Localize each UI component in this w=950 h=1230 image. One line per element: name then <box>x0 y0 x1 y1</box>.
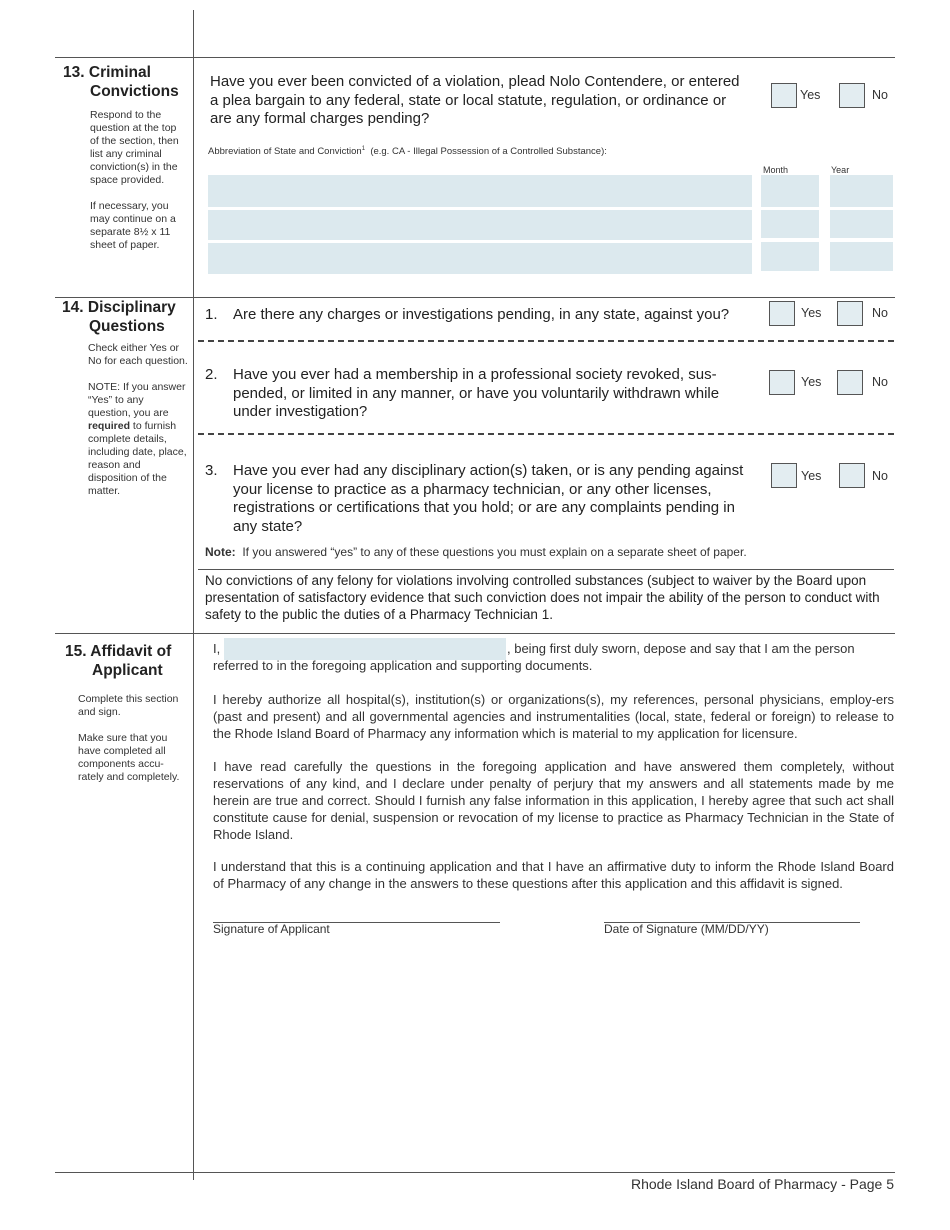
conviction-box-top-rule <box>198 569 894 570</box>
conviction-year-3[interactable] <box>830 242 893 271</box>
q2-number: 2. <box>205 366 218 383</box>
q1-yes-label: Yes <box>801 306 822 320</box>
conviction-field-1[interactable] <box>208 175 752 207</box>
q2-yes-checkbox[interactable] <box>769 370 795 395</box>
perjury-paragraph: I have read carefully the questions in the foregoing application and have answered them completely, without reservations of any kind, and I declare under penalty of perjury that my answers and all statements made by me herein are true and correct. Should I furnish any false information in this application, I hereby agree that such act shall constitute cause for denial, suspension or revocation of my license to practice as Pharmacy Technician in the State of Rhode Island. <box>213 759 894 842</box>
s13-yes-label: Yes <box>800 88 821 102</box>
q2-text: Have you ever had a membership in a professional society revoked, sus-pended, or limited in any manner, or have you voluntarily withdrawn while under investigation? <box>233 366 720 420</box>
conviction-question: Have you ever been convicted of a violation, plead Nolo Contendere, or entered a plea bargain to any federal, state or local statute, regulation, or ordinance or are any formal charges pending? <box>210 73 740 127</box>
conviction-year-2[interactable] <box>830 210 893 238</box>
section-15-instructions <box>78 693 188 797</box>
instruction-continue: If necessary, you may continue on a separate 8½ x 11 sheet of paper. <box>90 200 176 251</box>
q1-no-label: No <box>872 306 888 320</box>
q3-number: 3. <box>205 462 218 479</box>
section-15-title: 15. Affidavit of Applicant <box>65 643 172 679</box>
section-14-instructions <box>88 342 188 511</box>
continuing-duty-paragraph: I understand that this is a continuing application and that I have an affirmative duty to inform the Rhode Island Board of Pharmacy of any change in the answers to these questions after this application and this affidavit is signed. <box>213 859 894 891</box>
section-13-top-rule <box>55 57 895 58</box>
authorization-paragraph: I hereby authorize all hospital(s), institution(s) or organizations(s), my references, personal physicians, employ-ers (past and present) and all governmental agencies and instrumentalities (local, state, federal or foreign) to release to the Rhode Island Board of Pharmacy any information which is material to my application for licensure. <box>213 692 894 741</box>
q2-yes-label: Yes <box>801 375 822 389</box>
month-label: Month <box>763 165 789 175</box>
q1-number: 1. <box>205 306 218 323</box>
section-14-top-rule <box>55 297 895 298</box>
instruction-respond: Respond to the question at the top of the section, then list any criminal conviction(s) in the space provided. <box>90 109 179 186</box>
q2-no-checkbox[interactable] <box>837 370 863 395</box>
q3-no-label: No <box>872 469 888 483</box>
question-divider-2 <box>198 433 894 435</box>
q2-no-label: No <box>872 375 888 389</box>
q1-no-checkbox[interactable] <box>837 301 863 326</box>
conviction-field-3[interactable] <box>208 243 752 274</box>
section-13-instructions <box>90 109 186 265</box>
abbreviation-label: Abbreviation of State and Conviction$^1$ (e.g. CA - Illegal Possession of a Controlled Substance): <box>208 146 607 158</box>
i-suffix: , being first duly sworn, depose and say that I am the person <box>507 641 855 656</box>
instruction-complete: Complete this section and sign. <box>78 693 179 718</box>
s13-no-label: No <box>872 88 888 102</box>
page-footer: Rhode Island Board of Pharmacy - Page 5 <box>630 1176 894 1192</box>
page-bottom-rule <box>55 1172 895 1173</box>
q3-no-checkbox[interactable] <box>839 463 865 488</box>
signature-label: Signature of Applicant <box>213 922 330 936</box>
q1-yes-checkbox[interactable] <box>769 301 795 326</box>
q3-yes-checkbox[interactable] <box>771 463 797 488</box>
section-14-title: 14. Disciplinary Questions <box>62 299 176 335</box>
instruction-required: NOTE: If you answer “Yes” to any question, you are required to furnish complete details, including date, place, reason and disposition of the matter. <box>88 381 187 497</box>
s13-yes-checkbox[interactable] <box>771 83 797 108</box>
s13-no-checkbox[interactable] <box>839 83 865 108</box>
section-15-top-rule <box>55 633 895 634</box>
conviction-year-1[interactable] <box>830 175 893 207</box>
conviction-month-2[interactable] <box>761 210 819 238</box>
i-prefix: I, <box>213 641 221 656</box>
instruction-check: Check either Yes or No for each question. <box>88 342 188 367</box>
section-13-title: 13. Criminal Convictions <box>63 64 179 100</box>
conviction-month-3[interactable] <box>761 242 819 271</box>
conviction-month-1[interactable] <box>761 175 819 207</box>
date-label: Date of Signature (MM/DD/YY) <box>604 922 769 936</box>
i-line2: referred to in the foregoing application and supporting documents. <box>213 658 593 673</box>
column-divider <box>193 10 194 1180</box>
conviction-field-2[interactable] <box>208 210 752 240</box>
question-divider-1 <box>198 340 894 342</box>
convictions-statement: No convictions of any felony for violations involving controlled substances (subject to waiver by the Board upon presentation of satisfactory evidence that such conviction does not impair the ability of the person to conduct with safety to the public the duties of a Pharmacy Technician 1. <box>205 573 880 622</box>
instruction-accuracy: Make sure that you have completed all components accu-rately and completely. <box>78 732 180 783</box>
explanation-note: Note: If you answered “yes” to any of these questions you must explain on a separate sheet of paper. <box>205 545 747 559</box>
year-label: Year <box>831 165 850 175</box>
q3-text: Have you ever had any disciplinary action(s) taken, or is any pending against your license to practice as a pharmacy technician, or any other licenses, registrations or certifications that you hold; or are any complaints pending in any state? <box>233 462 744 535</box>
q1-text: Are there any charges or investigations pending, in any state, against you? <box>233 306 730 323</box>
q3-yes-label: Yes <box>801 469 822 483</box>
